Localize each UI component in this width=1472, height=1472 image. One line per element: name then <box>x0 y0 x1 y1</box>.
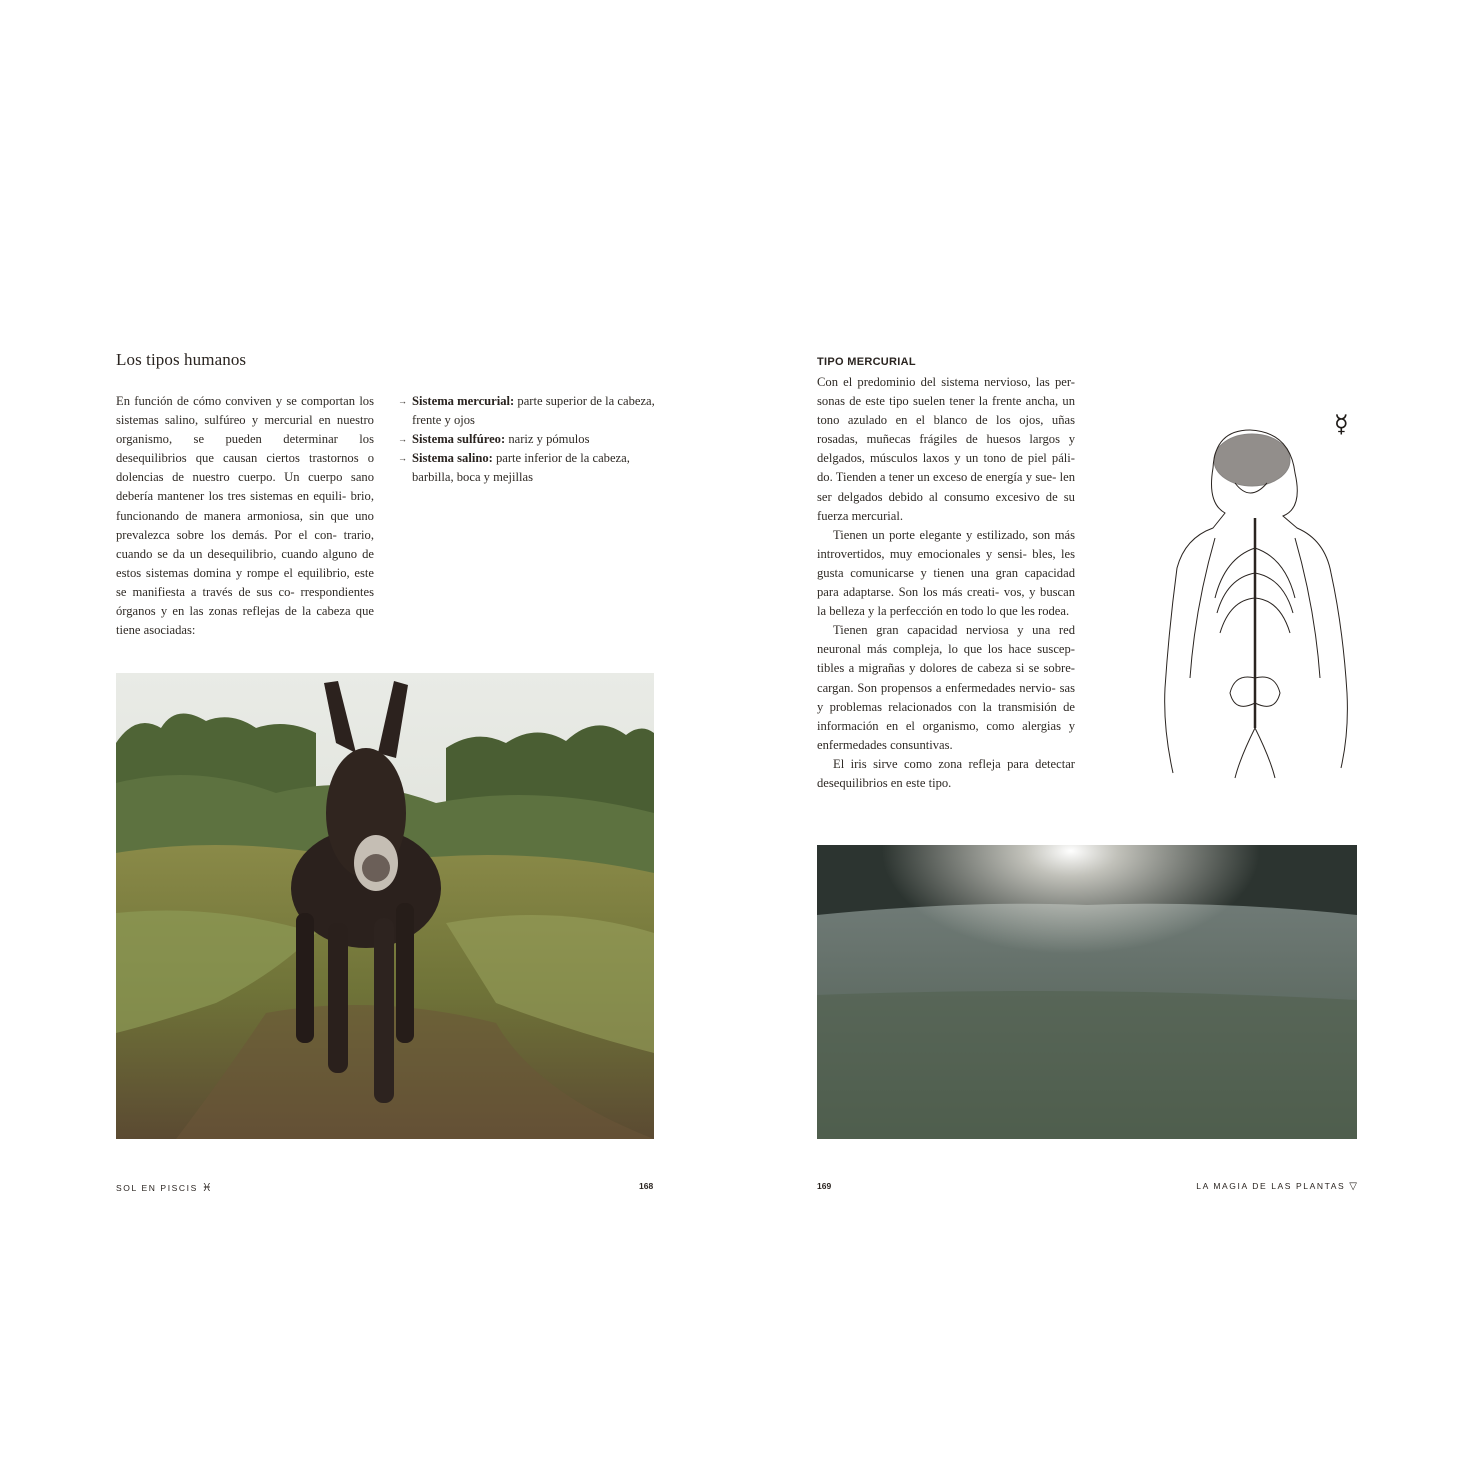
text-line: desequilibrios que causan ciertos trastornos o <box>116 451 374 466</box>
text-line: alguno de estos sistemas domina y rompe el <box>116 546 374 580</box>
text-line: nuestro organismo, se pueden determinar los <box>116 413 374 447</box>
mercury-icon: ☿ <box>1334 410 1349 438</box>
paragraph: Con el predominio del sistema nervioso, las per- sonas de este tipo suelen tener la frente ancha, un tono azulado en el blanco de los ojos, uñas rosadas, muñecas frágiles de huesos largos y delgados, músculos laxos y un tono de piel páli- do. Tienden a tener un exceso de energía y sue- len ser delgados debido al consumo excesivo de su fuerza mercurial. <box>817 375 1075 523</box>
list-item: → Sistema sulfúreo: nariz y pómulos <box>398 430 655 449</box>
text-line: que uno prevalezca sobre los demás. Por el con- <box>116 508 374 542</box>
text-line: En función de cómo conviven y se comportan <box>116 394 356 408</box>
mercurial-text <box>817 373 1075 793</box>
text-line: los sistemas salino, sulfúreo y mercurial en <box>116 394 375 428</box>
text-line: equilibrio, este se manifiesta a través de sus co- <box>116 565 374 599</box>
paragraph: El iris sirve como zona refleja para detectar desequilibrios en este tipo. <box>817 756 1075 790</box>
running-footer-left: SOL EN PISCIS ♓ <box>116 1182 212 1194</box>
text-line: trario, cuando se da un desequilibrio, cuando <box>116 527 374 561</box>
text-line: brio, funcionando de manera armoniosa, sin <box>116 489 374 523</box>
list-item: → Sistema salino: parte inferior de la cabeza, barbilla, boca y mejillas <box>398 451 630 485</box>
pisces-icon: ♓ <box>201 1182 212 1194</box>
paragraph: Tienen gran capacidad nerviosa y una red neuronal más compleja, lo que los hace suscep- tibles a migrañas y dolores de cabeza si se sobre- cargan. Son propensos a enfermedades nervio- sas y problemas relacionados con la transmisión de información en el organismo, como alergias y enfermedades consuntivas. <box>817 623 1075 752</box>
list-item: → Sistema mercurial: parte superior de la cabeza, frente y ojos <box>398 394 655 428</box>
arrow-icon: → <box>398 396 407 406</box>
section-heading: Los tipos humanos <box>116 350 247 369</box>
meadow-photo <box>817 845 1357 1139</box>
text-line: de la cabeza que tiene asociadas: <box>116 604 374 638</box>
arrow-icon: → <box>398 453 407 464</box>
subsection-heading: TIPO MERCURIAL <box>817 356 916 368</box>
donkey-photo <box>116 673 654 1139</box>
page-number-right: 169 <box>817 1181 832 1191</box>
systems-list <box>398 392 655 487</box>
running-footer-right: LA MAGIA DE LAS PLANTAS ▽ <box>1196 1181 1357 1192</box>
paragraph: Tienen un porte elegante y estilizado, son más introvertidos, muy emocionales y sensi- bles, les gusta comunicarse y tienen una gran capacidad para adaptarse. Son los más creati- vos, y buscan la belleza y la perfección en todo lo que les rodea. <box>817 527 1075 619</box>
text-line: rrespondientes órganos y en las zonas reflejas <box>116 584 374 619</box>
text-line: debería mantener los tres sistemas en equili- <box>116 489 347 504</box>
nervous-system-illustration <box>1155 428 1355 784</box>
arrow-icon: → <box>398 434 407 445</box>
page-number-left: 168 <box>639 1181 654 1191</box>
text-line: dolencias de nuestro cuerpo. Un cuerpo sano <box>116 470 374 485</box>
water-triangle-icon: ▽ <box>1349 1181 1357 1192</box>
intro-paragraph <box>116 392 374 640</box>
